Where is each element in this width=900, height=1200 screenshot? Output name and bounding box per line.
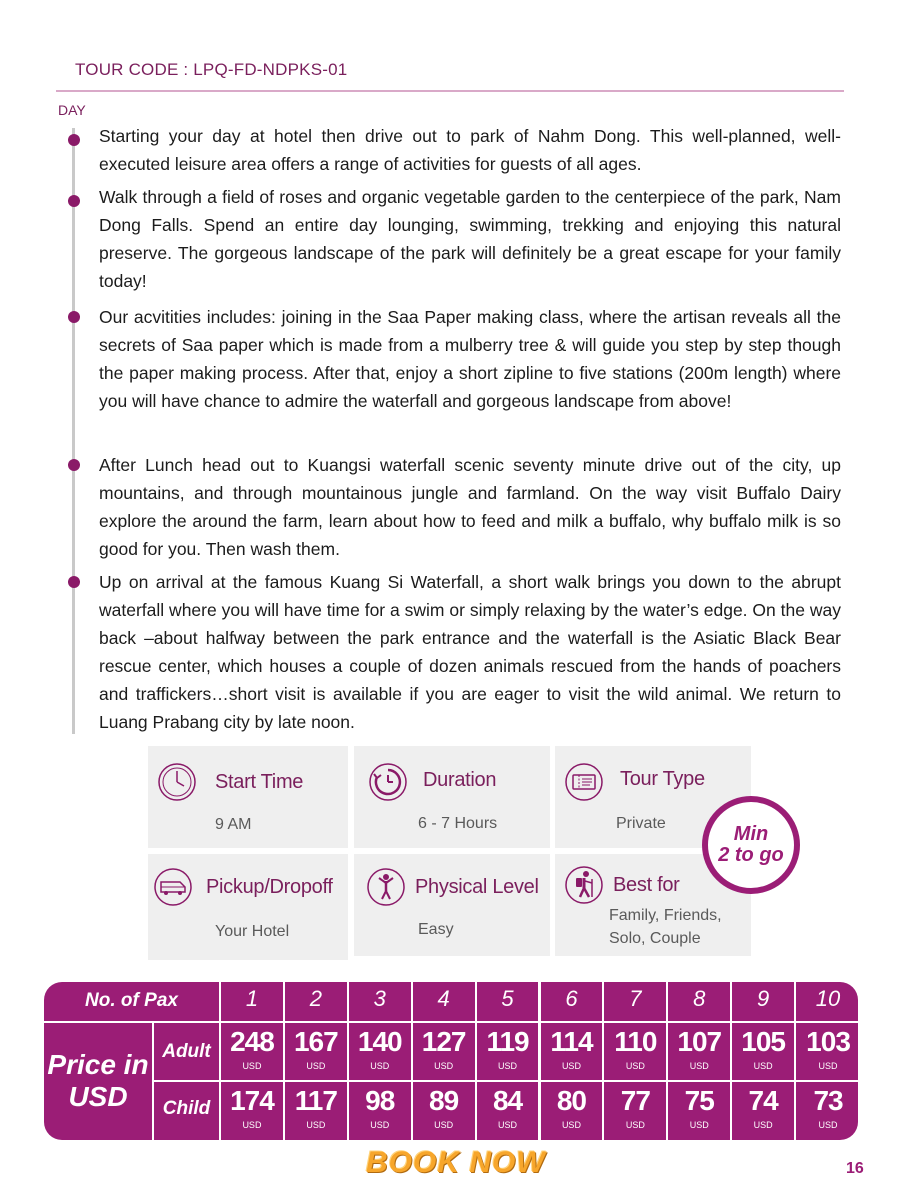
- adult-price-cell: [347, 1021, 413, 1082]
- adult-price: 248: [230, 1026, 274, 1057]
- adult-price: 140: [357, 1026, 402, 1057]
- currency-label: USD: [370, 1061, 390, 1071]
- pax-count: 8: [666, 982, 732, 1023]
- currency-label: USD: [498, 1120, 518, 1130]
- currency-label: USD: [306, 1120, 326, 1130]
- price-label-line2: USD: [68, 1081, 128, 1112]
- currency-label: USD: [370, 1120, 390, 1130]
- pax-count: 9: [730, 982, 796, 1023]
- pax-count: 10: [794, 982, 860, 1023]
- child-price: 80: [556, 1085, 587, 1116]
- adult-price: 119: [486, 1026, 529, 1057]
- currency-label: USD: [625, 1120, 645, 1130]
- start-time-title: Start Time: [215, 771, 304, 793]
- adult-label: Adult: [152, 1021, 221, 1082]
- adult-price-cell: [730, 1021, 796, 1082]
- pax-count: 1: [219, 982, 285, 1023]
- currency-label: USD: [818, 1120, 838, 1130]
- child-price: 77: [620, 1085, 650, 1116]
- pax-count: 3: [347, 982, 413, 1023]
- bullet-dot: [68, 134, 80, 146]
- physical-level-title: Physical Level: [415, 876, 539, 898]
- child-label: Child: [152, 1080, 221, 1140]
- min-badge-line1: Min: [733, 823, 769, 845]
- page-number: 16: [846, 1160, 864, 1177]
- adult-price-cell: [219, 1021, 285, 1082]
- header-divider: [56, 90, 844, 92]
- pax-count: 6: [539, 982, 605, 1023]
- itinerary-item: Starting your day at hotel then drive out to park of Nahm Dong. This well-planned, well-executed leisure area offers a range of activities for guests of all ages.: [99, 126, 841, 174]
- currency-label: USD: [306, 1061, 326, 1071]
- adult-price-cell: [794, 1021, 860, 1082]
- child-price-cell: [219, 1080, 285, 1140]
- timeline-line: [72, 128, 75, 734]
- currency-label: USD: [753, 1061, 773, 1071]
- adult-price-cell: [539, 1021, 605, 1082]
- start-time-value: 9 AM: [215, 816, 252, 833]
- adult-price: 105: [741, 1026, 785, 1057]
- person-icon: [366, 867, 406, 907]
- adult-price: 110: [614, 1026, 657, 1057]
- physical-level-card: [354, 854, 550, 956]
- pax-count: 5: [475, 982, 541, 1023]
- itinerary-item: After Lunch head out to Kuangsi waterfall scenic seventy minute drive out of the city, up mountains, and through mountainous jungle and farmland. On the way visit Buffalo Dairy explore the around the farm, learn about how to feed and milk a buffalo, why buffalo milk is so good for you. Then wash them.: [99, 455, 841, 559]
- bullet-dot: [68, 576, 80, 588]
- pax-header: No. of Pax: [44, 982, 221, 1023]
- child-price: 174: [230, 1085, 274, 1116]
- pickup-title: Pickup/Dropoff: [206, 876, 333, 898]
- adult-price: 167: [293, 1026, 338, 1057]
- child-price-cell: [666, 1080, 732, 1140]
- currency-label: USD: [561, 1120, 581, 1130]
- tour-type-title: Tour Type: [620, 768, 705, 790]
- book-now-button[interactable]: BOOK NOW: [366, 1146, 546, 1179]
- currency-label: USD: [434, 1061, 454, 1071]
- van-icon: [153, 867, 193, 907]
- adult-price: 127: [421, 1026, 466, 1057]
- currency-label: USD: [818, 1061, 838, 1071]
- currency-label: USD: [753, 1120, 773, 1130]
- physical-level-value: Easy: [418, 921, 454, 938]
- pickup-card: [148, 854, 348, 960]
- child-price: 74: [748, 1085, 778, 1116]
- child-price-cell: [347, 1080, 413, 1140]
- pax-count: 4: [411, 982, 477, 1023]
- bullet-dot: [68, 195, 80, 207]
- adult-price-cell: [602, 1021, 668, 1082]
- duration-card: [354, 746, 550, 848]
- start-time-card: [148, 746, 348, 848]
- adult-price: 107: [677, 1026, 722, 1057]
- currency-label: USD: [498, 1061, 518, 1071]
- pax-count: 7: [602, 982, 668, 1023]
- itinerary-item: Up on arrival at the famous Kuang Si Waterfall, a short walk brings you down to the abrupt waterfall where you will have time for a swim or simply relaxing by the water’s edge. On the way back –about halfway between the park entrance and the waterfall is the Asiatic Black Bear rescue center, which houses a couple of dozen animals rescued from the hands of poachers and traffickers…short visit is available if you are eager to visit the wild animal. We return to Luang Prabang city by late noon.: [99, 572, 841, 732]
- bullet-dot: [68, 459, 80, 471]
- ticket-icon: [564, 762, 604, 802]
- min-badge-line2: 2 to go: [718, 844, 784, 866]
- bullet-dot: [68, 311, 80, 323]
- duration-title: Duration: [423, 769, 497, 791]
- child-price-cell: [411, 1080, 477, 1140]
- price-table: [44, 982, 858, 1140]
- currency-label: USD: [242, 1120, 262, 1130]
- hiker-icon: [564, 865, 604, 905]
- child-price-cell: [539, 1080, 605, 1140]
- pickup-value: Your Hotel: [215, 923, 290, 940]
- child-price: 84: [492, 1085, 523, 1116]
- child-price: 89: [429, 1085, 459, 1116]
- pax-count: 2: [283, 982, 349, 1023]
- min-pax-badge: [702, 796, 800, 894]
- duration-value: 6 - 7 Hours: [418, 815, 498, 832]
- child-price: 98: [365, 1085, 395, 1116]
- price-in-usd-label: [44, 1021, 154, 1140]
- currency-label: USD: [242, 1061, 262, 1071]
- clock-icon: [157, 762, 197, 802]
- day-label: DAY: [58, 102, 86, 118]
- adult-price: 114: [550, 1026, 593, 1057]
- child-price: 117: [294, 1085, 337, 1116]
- itinerary-item: Walk through a field of roses and organic vegetable garden to the centerpiece of the park, Nam Dong Falls. Spend an entire day lounging, swimming, trekking and enjoying this natural preserve. The gorgeous landscape of the park will definitely be a great escape for your family today!: [99, 187, 841, 291]
- child-price-cell: [602, 1080, 668, 1140]
- child-price-cell: [794, 1080, 860, 1140]
- adult-price-cell: [475, 1021, 541, 1082]
- currency-label: USD: [625, 1061, 645, 1071]
- best-for-value-line2: Solo, Couple: [609, 930, 701, 947]
- child-price-cell: [475, 1080, 541, 1140]
- adult-price: 103: [806, 1026, 850, 1057]
- currency-label: USD: [561, 1061, 581, 1071]
- adult-price-cell: [283, 1021, 349, 1082]
- currency-label: USD: [434, 1120, 454, 1130]
- adult-price-cell: [411, 1021, 477, 1082]
- price-label-line1: Price in: [47, 1049, 149, 1080]
- tour-code: TOUR CODE : LPQ-FD-NDPKS-01: [75, 60, 348, 79]
- child-price: 75: [684, 1085, 714, 1116]
- itinerary-item: Our acvitities includes: joining in the Saa Paper making class, where the artisan reveals all the secrets of Saa paper which is made from a mulberry tree & will guide you step by step though the paper making process. After that, enjoy a short zipline to five stations (200m length) where you will have chance to admire the waterfall and gorgeous landscape from above!: [99, 307, 841, 411]
- child-price: 73: [813, 1085, 843, 1116]
- adult-price-cell: [666, 1021, 732, 1082]
- currency-label: USD: [689, 1120, 709, 1130]
- currency-label: USD: [689, 1061, 709, 1071]
- best-for-value-line1: Family, Friends,: [609, 907, 722, 924]
- timer-icon: [368, 762, 408, 802]
- child-price-cell: [283, 1080, 349, 1140]
- child-price-cell: [730, 1080, 796, 1140]
- best-for-title: Best for: [613, 874, 680, 896]
- tour-type-value: Private: [616, 815, 666, 832]
